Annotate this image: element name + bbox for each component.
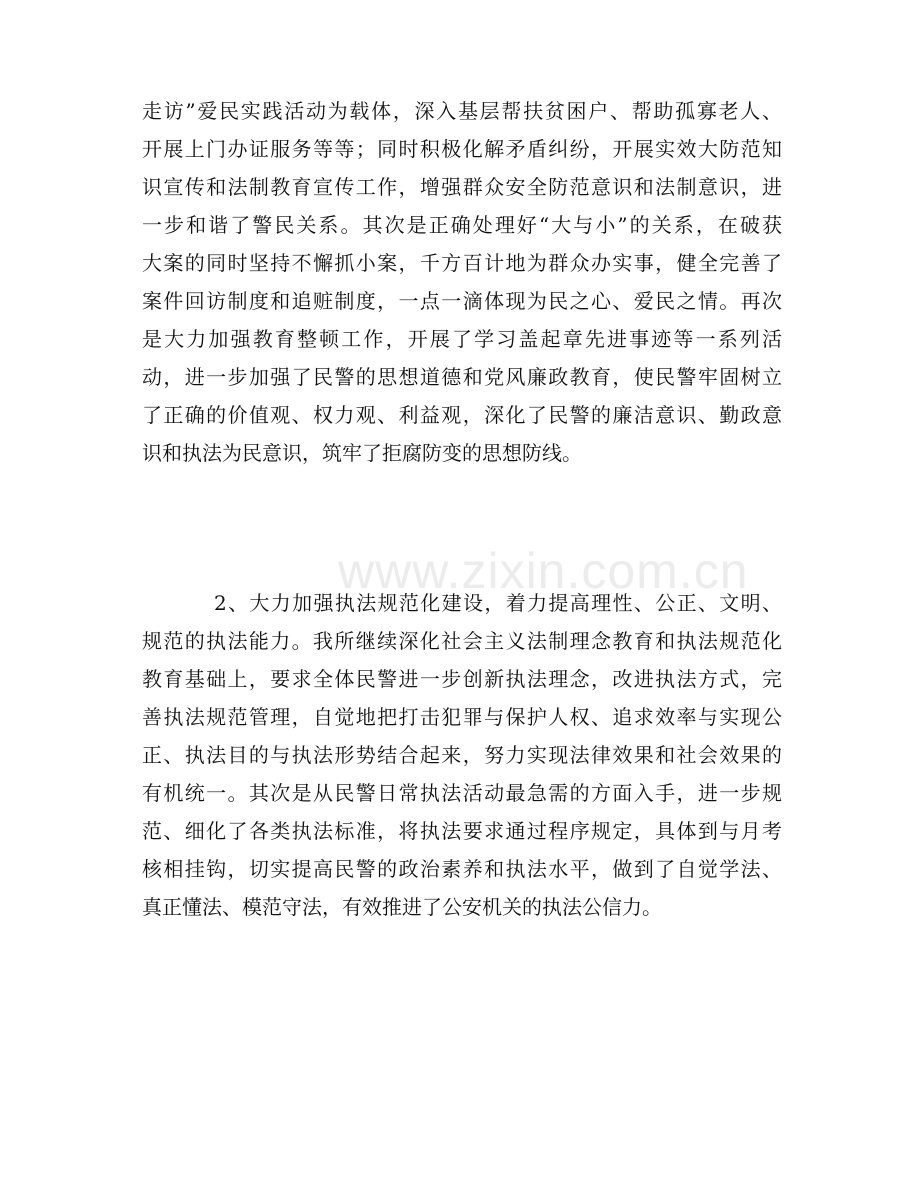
paragraph-line: 正、执法目的与执法形势结合起来，努力实现法律效果和社会效果的 bbox=[142, 743, 782, 767]
paragraph-line: 开展上门办证服务等等；同时积极化解矛盾纠纷，开展实效大防范知 bbox=[142, 137, 782, 161]
paragraph-line: 范、细化了各类执法标准，将执法要求通过程序规定，具体到与月考 bbox=[142, 819, 782, 843]
paragraph-2 bbox=[142, 584, 782, 926]
watermark: www.zixin.com.cn bbox=[338, 543, 749, 599]
paragraph-line: 真正懂法、模范守法，有效推进了公安机关的执法公信力。 bbox=[142, 895, 662, 919]
paragraph-line: 一步和谐了警民关系。其次是正确处理好“大与小”的关系，在破获 bbox=[142, 213, 782, 237]
paragraph-line: 识宣传和法制教育宣传工作，增强群众安全防范意识和法制意识，进 bbox=[142, 175, 782, 199]
paragraph-line: 善执法规范管理，自觉地把打击犯罪与保护人权、追求效率与实现公 bbox=[142, 705, 782, 729]
paragraph-line: 了正确的价值观、权力观、利益观，深化了民警的廉洁意识、勤政意 bbox=[142, 403, 782, 427]
paragraph-line: 核相挂钩，切实提高民警的政治素养和执法水平，做到了自觉学法、 bbox=[142, 857, 782, 881]
paragraph-line: 规范的执法能力。我所继续深化社会主义法制理念教育和执法规范化 bbox=[142, 629, 782, 653]
paragraph-line: 有机统一。其次是从民警日常执法活动最急需的方面入手，进一步规 bbox=[142, 781, 782, 805]
paragraph-line: 走访”爱民实践活动为载体，深入基层帮扶贫困户、帮助孤寡老人、 bbox=[142, 99, 782, 123]
paragraph-line: 识和执法为民意识，筑牢了拒腐防变的思想防线。 bbox=[142, 441, 582, 465]
paragraph-line: 案件回访制度和追赃制度，一点一滴体现为民之心、爱民之情。再次 bbox=[142, 289, 782, 313]
paragraph-line: 2、大力加强执法规范化建设，着力提高理性、公正、文明、 bbox=[214, 591, 782, 615]
paragraph-line: 动，进一步加强了民警的思想道德和党风廉政教育，使民警牢固树立 bbox=[142, 365, 782, 389]
paragraph-1 bbox=[142, 92, 782, 472]
paragraph-line: 教育基础上，要求全体民警进一步创新执法理念，改进执法方式，完 bbox=[142, 667, 782, 691]
paragraph-line: 大案的同时坚持不懈抓小案，千方百计地为群众办实事，健全完善了 bbox=[142, 251, 782, 275]
paragraph-line: 是大力加强教育整顿工作，开展了学习盖起章先进事迹等一系列活 bbox=[142, 327, 782, 351]
